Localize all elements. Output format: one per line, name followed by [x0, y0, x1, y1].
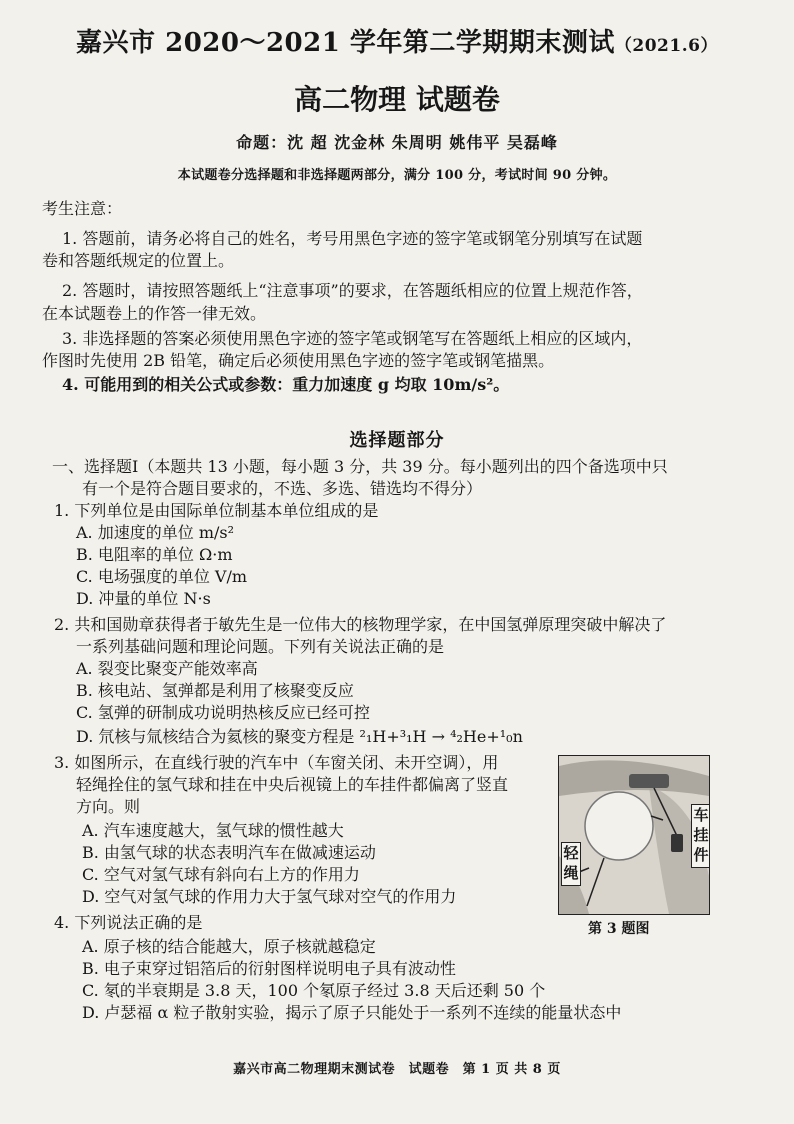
q3-stem-1: 3. 如图所示，在直线行驶的汽车中（车窗关闭、未开空调），用 — [54, 753, 499, 772]
q3-stem-3: 方向。则 — [76, 797, 141, 816]
q4-option-a: A. 原子核的结合能越大，原子核就越稳定 — [82, 937, 376, 956]
notice-line-1: 1. 答题前，请务必将自己的姓名，考号用黑色字迹的签字笔或钢笔分别填写在试题 — [62, 229, 643, 248]
q1-option-a: A. 加速度的单位 m/s² — [76, 523, 235, 542]
q1-option-b: B. 电阻率的单位 Ω·m — [76, 545, 233, 564]
section-intro-1: 一、选择题Ⅰ（本题共 13 小题，每小题 3 分，共 39 分。每小题列出的四个备选项中只 — [52, 457, 668, 476]
q3-option-d: D. 空气对氢气球的作用力大于氢气球对空气的作用力 — [82, 887, 457, 906]
q2-option-a: A. 裂变比聚变产能效率高 — [76, 659, 258, 678]
q2-option-b: B. 核电站、氢弹都是利用了核聚变反应 — [76, 681, 354, 700]
q4-stem: 4. 下列说法正确的是 — [54, 913, 203, 932]
q2-stem-2: 一系列基础问题和理论问题。下列有关说法正确的是 — [76, 637, 445, 656]
q1-option-d: D. 冲量的单位 N·s — [76, 589, 211, 608]
section-title: 选择题部分 — [349, 430, 445, 451]
car-ornament — [671, 834, 683, 852]
paper-description: 本试题卷分选择题和非选择题两部分，满分 100 分，考试时间 90 分钟。 — [177, 168, 617, 183]
q3-option-c: C. 空气对氢气球有斜向右上方的作用力 — [82, 865, 360, 884]
notice-line-3: 2. 答题时，请按照答题纸上“注意事项”的要求，在答题纸相应的位置上规范作答， — [62, 281, 643, 300]
fusion-equation: ²₁H+³₁H → ⁴₂He+¹₀n — [359, 727, 523, 746]
exam-date: （2021.6） — [614, 36, 718, 56]
q3-figure — [558, 755, 710, 915]
rear-view-mirror — [629, 774, 669, 788]
exam-subtitle: 高二物理 试题卷 — [294, 83, 500, 116]
q3-figure-caption: 第 3 题图 — [588, 921, 650, 937]
label-rope: 轻 绳 — [561, 842, 581, 886]
car-interior-illustration — [559, 756, 709, 914]
exam-title-main: 嘉兴市 2020～2021 学年第二学期期末测试 — [76, 28, 615, 58]
q1-stem: 1. 下列单位是由国际单位制基本单位组成的是 — [54, 501, 379, 520]
q3-option-a: A. 汽车速度越大，氢气球的惯性越大 — [82, 821, 344, 840]
q2-option-d-text: D. 氘核与氚核结合为氦核的聚变方程是 — [76, 727, 355, 746]
notice-line-6: 作图时先使用 2B 铅笔，确定后必须使用黑色字迹的签字笔或钢笔描黑。 — [42, 351, 555, 370]
label-ornament: 车 挂 件 — [691, 804, 710, 868]
q2-option-d — [76, 726, 523, 748]
notice-line-2: 卷和答题纸规定的位置上。 — [42, 251, 235, 270]
q4-option-d: D. 卢瑟福 α 粒子散射实验，揭示了原子只能处于一系列不连续的能量状态中 — [82, 1003, 622, 1022]
q4-option-b: B. 电子束穿过铝箔后的衍射图样说明电子具有波动性 — [82, 959, 456, 978]
q4-option-c: C. 氡的半衰期是 3.8 天，100 个氡原子经过 3.8 天后还剩 50 个 — [82, 981, 546, 1000]
q3-option-b: B. 由氢气球的状态表明汽车在做减速运动 — [82, 843, 376, 862]
exam-authors: 命题：沈 超 沈金林 朱周明 姚伟平 吴磊峰 — [236, 133, 558, 152]
hydrogen-balloon — [585, 792, 653, 860]
exam-title — [0, 22, 794, 59]
notice-line-7: 4. 可能用到的相关公式或参数：重力加速度 g 均取 10m/s²。 — [62, 375, 510, 394]
notice-title: 考生注意： — [42, 199, 123, 218]
q1-option-c: C. 电场强度的单位 V/m — [76, 567, 248, 586]
section-intro-2: 有一个是符合题目要求的，不选、多选、错选均不得分） — [82, 479, 483, 498]
notice-line-4: 在本试题卷上的作答一律无效。 — [42, 304, 267, 323]
q2-stem-1: 2. 共和国勋章获得者于敏先生是一位伟大的核物理学家，在中国氢弹原理突破中解决了 — [54, 615, 667, 634]
page-footer: 嘉兴市高二物理期末测试卷 试题卷 第 1 页 共 8 页 — [233, 1062, 561, 1077]
q2-option-c: C. 氢弹的研制成功说明热核反应已经可控 — [76, 703, 370, 722]
notice-line-5: 3. 非选择题的答案必须使用黑色字迹的签字笔或钢笔写在答题纸上相应的区域内， — [62, 329, 643, 348]
q3-stem-2: 轻绳拴住的氢气球和挂在中央后视镜上的车挂件都偏离了竖直 — [76, 775, 509, 794]
